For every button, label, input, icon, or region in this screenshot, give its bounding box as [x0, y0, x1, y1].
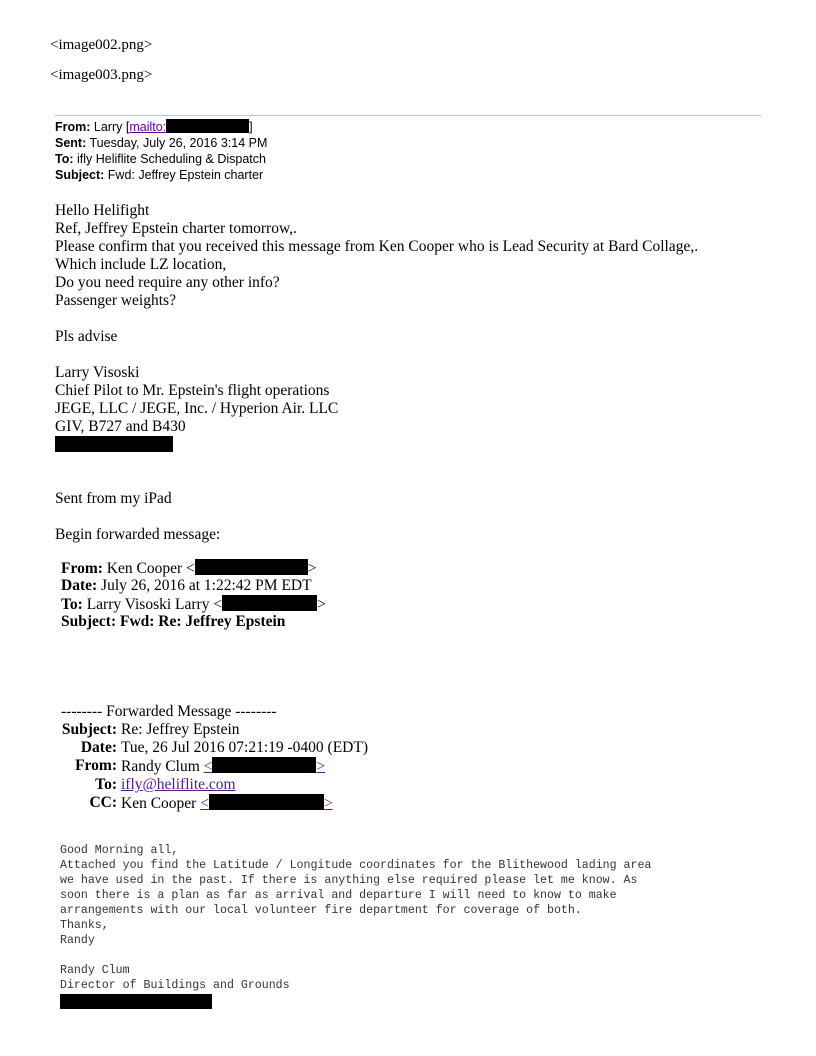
redaction-block: [55, 436, 173, 452]
header-divider: [55, 115, 761, 116]
signature-aircraft: GIV, B727 and B430: [55, 418, 186, 435]
attachment-image002[interactable]: <image002.png>: [50, 37, 153, 53]
subject-label: Subject:: [55, 168, 105, 182]
inner-forwarded-message: -------- Forwarded Message -------- Subject: Re: Jeffrey Epstein Date: Tue, 26 Jul 2016 07:21:19 -0400 (EDT) From: Randy Clum < > To: ifly@heliflite.com CC: Ken Cooper < >: [61, 703, 368, 812]
from-mailto-link[interactable]: mailto:: [129, 120, 167, 134]
forwarded-marker: -------- Forwarded Message --------: [61, 703, 277, 720]
to-email-link[interactable]: ifly@heliflite.com: [121, 776, 236, 793]
sent-label: Sent:: [55, 136, 87, 150]
body-line: Passenger weights?: [55, 292, 176, 309]
inner-signature-name: Randy Clum: [60, 964, 130, 977]
begin-forwarded-line: Begin forwarded message:: [55, 526, 221, 543]
signature-title: Chief Pilot to Mr. Epstein's flight operations: [55, 382, 330, 399]
from-label: From:: [55, 120, 91, 134]
cc-email-link[interactable]: < >: [200, 795, 333, 812]
outer-email-header: From: Larry [mailto: ] Sent: Tuesday, July 26, 2016 3:14 PM To: ifly Heliflite Scheduling & Dispatch Subject: Fwd: Jeffrey Epstein charter: [55, 120, 268, 182]
body-line: Which include LZ location,: [55, 256, 227, 273]
forwarded-header: From: Ken Cooper < > Date: July 26, 2016 at 1:22:42 PM EDT To: Larry Visoski Larry < > Subject: Fwd: Re: Jeffrey Epstein: [61, 560, 326, 630]
from-name: Larry [: [93, 120, 130, 134]
from-email-link[interactable]: < >: [203, 758, 326, 775]
sent-value: Tuesday, July 26, 2016 3:14 PM: [89, 136, 268, 150]
redaction-block: [222, 595, 317, 611]
advise-line: Pls advise: [55, 328, 118, 345]
body-line: Ref, Jeffrey Epstein charter tomorrow,.: [55, 220, 297, 237]
attachment-image003[interactable]: <image003.png>: [50, 67, 153, 83]
body-line: Please confirm that you received this message from Ken Cooper who is Lead Security at Bard Collage,.: [55, 238, 699, 255]
signature-name: Larry Visoski: [55, 364, 140, 381]
redaction-block: [195, 559, 308, 575]
signature-company: JEGE, LLC / JEGE, Inc. / Hyperion Air. LLC: [55, 400, 339, 417]
redaction-block: [60, 994, 212, 1009]
inner-email-body: Good Morning all, Attached you find the Latitude / Longitude coordinates for the Blithewood lading area we have used in the past. If there is anything else required please let me know. As soon there is a plan as far as arrival and departure I will need to know to make arrangements with our local volunteer fire department for coverage of both. Thanks, Randy Randy Clum Director of Buildings and Grounds: [60, 843, 651, 1009]
redaction-block: [166, 119, 249, 133]
inner-signature-title: Director of Buildings and Grounds: [60, 979, 290, 992]
sent-from-line: Sent from my iPad: [55, 490, 172, 507]
body-line: Do you need require any other info?: [55, 274, 280, 291]
to-value: ifly Heliflite Scheduling & Dispatch: [77, 152, 266, 166]
to-label: To:: [55, 152, 74, 166]
email-body: [55, 202, 698, 544]
subject-value: Fwd: Jeffrey Epstein charter: [107, 168, 264, 182]
body-line: Hello Helifight: [55, 202, 150, 219]
